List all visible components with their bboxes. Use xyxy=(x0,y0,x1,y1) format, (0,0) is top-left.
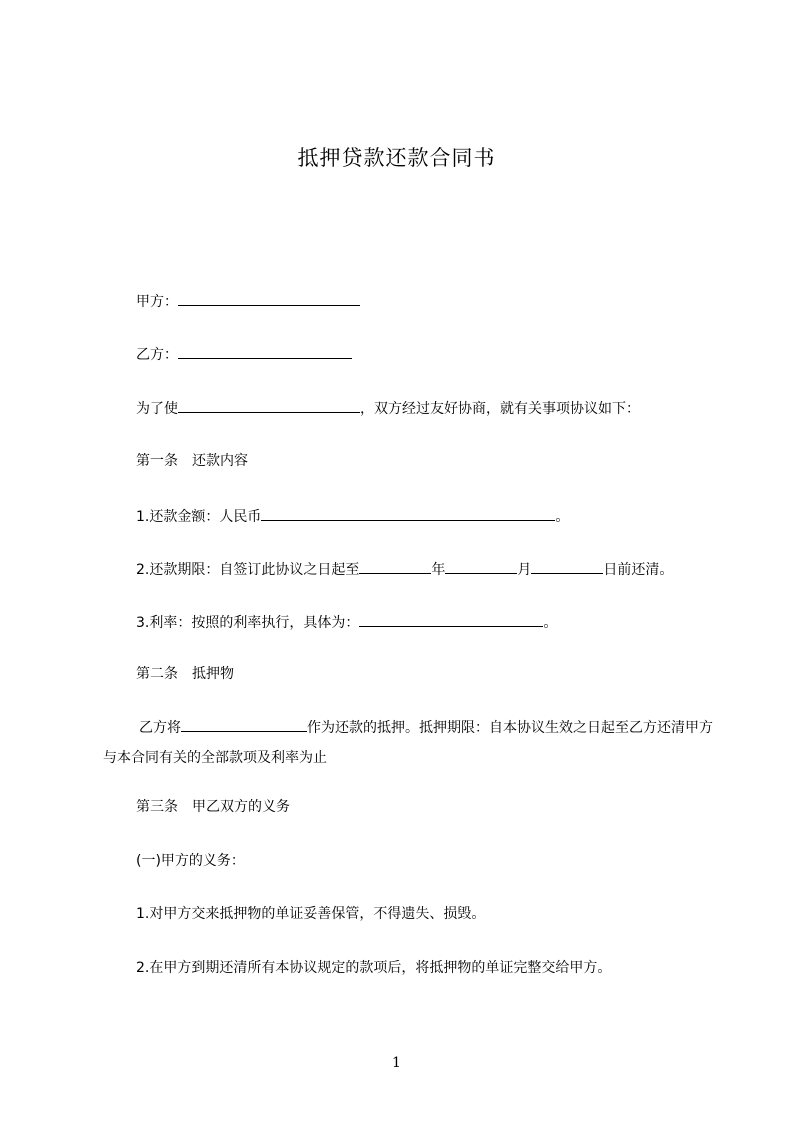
article1-item1-suffix: 。 xyxy=(555,509,570,525)
article2-heading: 第二条 抵押物 xyxy=(136,666,234,682)
amount-blank xyxy=(261,505,555,521)
article1-item3-prefix: 3.利率：按照的利率执行，具体为： xyxy=(136,615,360,631)
article1-heading: 第一条 还款内容 xyxy=(136,453,248,469)
month-blank xyxy=(445,558,517,574)
article1-item2-suffix: 日前还清。 xyxy=(603,562,674,578)
collateral-blank xyxy=(181,716,307,732)
article3-item2: 2.在甲方到期还清所有本协议规定的款项后，将抵押物的单证完整交给甲方。 xyxy=(136,960,612,976)
article3-heading: 第三条 甲乙双方的义务 xyxy=(136,799,290,815)
article2-body xyxy=(103,713,713,773)
rate-blank xyxy=(359,611,543,627)
document-title: 抵押贷款还款合同书 xyxy=(297,146,496,170)
article2-body-suffix: 作为还款的抵押。抵押期限：自本协议生效之日起至乙方还清甲方与本合同有关的全部款项及利率为止 xyxy=(103,720,713,766)
year-blank xyxy=(359,558,431,574)
party-b-label: 乙方： xyxy=(136,347,178,363)
intro-line xyxy=(136,397,640,419)
article1-item1-prefix: 1.还款金额：人民币 xyxy=(136,509,262,525)
party-b-line xyxy=(136,343,352,365)
party-a-label: 甲方： xyxy=(136,294,178,310)
party-a-blank xyxy=(178,290,360,306)
article1-item3 xyxy=(136,611,557,633)
article3-sub-heading: (一)甲方的义务： xyxy=(136,853,245,869)
year-label: 年 xyxy=(431,562,446,578)
article2-body-prefix: 乙方将 xyxy=(139,720,181,736)
day-blank xyxy=(531,558,603,574)
party-a-line xyxy=(136,290,360,312)
article1-item2 xyxy=(136,558,673,580)
article1-item1 xyxy=(136,505,569,527)
article1-item3-suffix: 。 xyxy=(543,615,558,631)
intro-suffix: ，双方经过友好协商，就有关事项协议如下： xyxy=(360,401,640,417)
page-number: 1 xyxy=(392,1055,401,1071)
article3-item1: 1.对甲方交来抵押物的单证妥善保管，不得遗失、损毁。 xyxy=(136,906,486,922)
party-b-blank xyxy=(178,343,352,359)
article1-item2-prefix: 2.还款期限：自签订此协议之日起至 xyxy=(136,562,360,578)
intro-prefix: 为了使 xyxy=(136,401,178,417)
month-label: 月 xyxy=(517,562,532,578)
intro-blank xyxy=(178,397,360,413)
